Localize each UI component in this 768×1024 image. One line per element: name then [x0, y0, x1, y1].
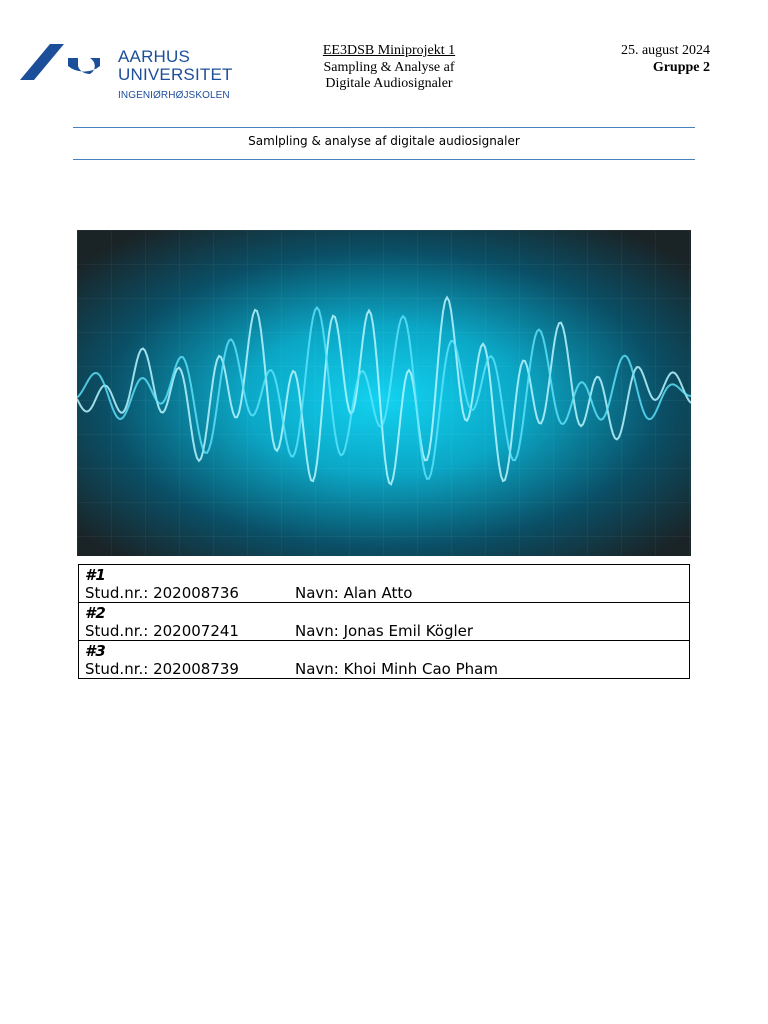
- student-cell: [79, 565, 690, 603]
- table-row: [79, 565, 690, 603]
- student-id: Stud.nr.: 202008739: [85, 660, 239, 678]
- student-name: Navn: Jonas Emil Kögler: [295, 622, 474, 640]
- bottom-rule: [73, 159, 695, 160]
- header-date-block: [621, 43, 710, 76]
- audio-waveform-image: [77, 230, 691, 556]
- top-rule: [73, 127, 695, 128]
- title-line-1: Sampling & Analyse af: [323, 59, 455, 75]
- student-number: #2: [85, 604, 106, 622]
- student-table: [78, 564, 690, 679]
- student-name: Navn: Khoi Minh Cao Pham: [295, 660, 498, 678]
- group-label: Gruppe 2: [652, 59, 710, 75]
- student-cell: [79, 641, 690, 679]
- header-title-block: [289, 43, 489, 93]
- logo-text-aarhus: AARHUS: [118, 47, 191, 66]
- course-code: EE3DSB Miniprojekt 1: [322, 43, 456, 58]
- table-row: [79, 603, 690, 641]
- report-date: 25. august 2024: [620, 43, 710, 58]
- student-cell: [79, 603, 690, 641]
- student-number: #1: [85, 566, 106, 584]
- student-id: Stud.nr.: 202007241: [85, 622, 239, 640]
- logo-text-universitet: UNIVERSITET: [118, 65, 233, 84]
- logo-text-school: INGENIØRHØJSKOLEN: [118, 90, 230, 101]
- student-number: #3: [85, 642, 106, 660]
- student-name: Navn: Alan Atto: [295, 584, 413, 602]
- university-logo: [20, 44, 250, 104]
- au-logo-icon: [20, 44, 102, 84]
- report-subtitle: Samlpling & analyse af digitale audiosignaler: [248, 134, 520, 148]
- table-row: [79, 641, 690, 679]
- title-line-2: Digitale Audiosignaler: [325, 76, 453, 91]
- student-id: Stud.nr.: 202008736: [85, 584, 239, 602]
